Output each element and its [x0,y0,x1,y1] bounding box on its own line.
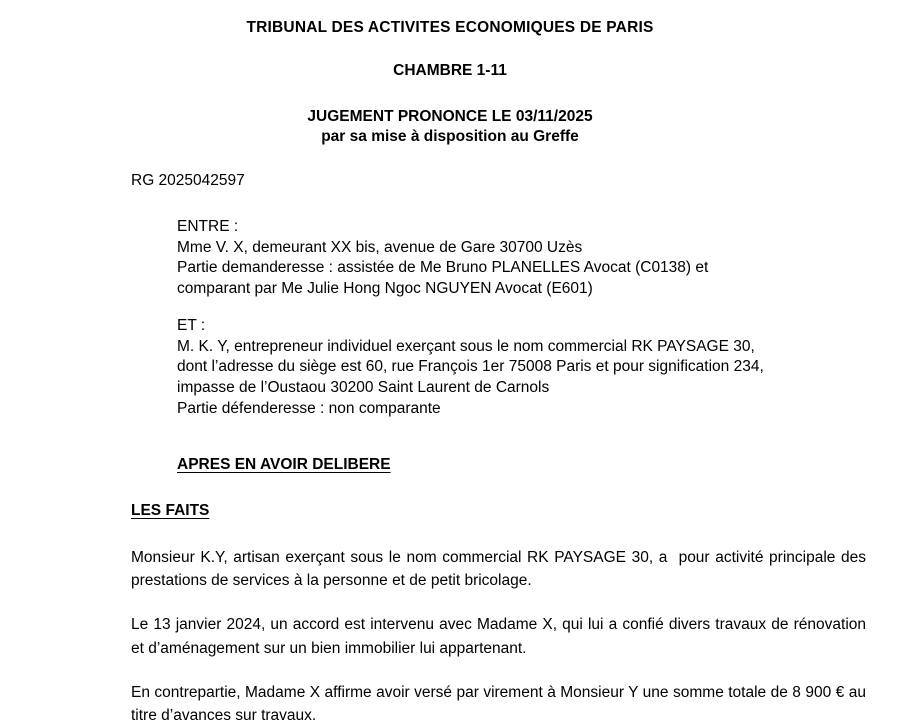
claimant-representation-line-1: Partie demanderesse : assistée de Me Bruno PLANELLES Avocat (C0138) et [177,259,709,277]
parties-block [177,217,866,420]
court-title: TRIBUNAL DES ACTIVITES ECONOMIQUES DE PARIS [246,19,654,36]
judgment-pronounced-line [0,107,900,127]
deliberation-heading: APRES EN AVOIR DELIBERE [177,455,391,473]
case-reference: RG 2025042597 [131,171,245,189]
document-header [0,0,900,148]
defendant-identity-line-1: M. K. Y, entrepreneur individuel exerçant sous le nom commercial RK PAYSAGE 30, [177,337,755,355]
facts-paragraph: Le 13 janvier 2024, un accord est intervenu avec Madame X, qui lui a confié divers travaux de rénovation et d’aménagement sur un bien immobilier lui appartenant. [131,616,866,657]
deliberation-heading-row [177,455,866,475]
claimant-representation-line-2: comparant par Me Julie Hong Ngoc NGUYEN Avocat (E601) [177,280,593,298]
claimant-label: ENTRE : [177,217,239,235]
judgment-announcement [0,107,900,148]
judgment-subline: par sa mise à disposition au Greffe [321,128,579,146]
defendant-group [177,316,866,420]
claimant-group [177,217,866,300]
facts-paragraph: En contrepartie, Madame X affirme avoir versé par virement à Monsieur Y une somme totale de 8 900 € au titre d’avances sur travaux. [131,683,866,725]
parties-spacer [177,300,866,316]
chamber-title: CHAMBRE 1-11 [393,62,507,80]
facts-paragraphs [131,546,871,727]
judgment-pronounced-label: JUGEMENT PRONONCE LE [307,107,512,125]
facts-heading-row [131,501,866,521]
defendant-label: ET : [177,316,206,334]
defendant-status: Partie défenderesse : non comparante [177,399,441,417]
facts-heading: LES FAITS [131,501,210,519]
facts-paragraph: Monsieur K.Y, artisan exerçant sous le nom commercial RK PAYSAGE 30, a pour activité principale des prestations de services à la personne et de petit bricolage. [131,548,871,590]
claimant-identity: Mme V. X, demeurant XX bis, avenue de Gare 30700 Uzès [177,238,583,256]
judgment-date: 03/11/2025 [515,107,593,125]
defendant-identity-line-2: dont l’adresse du siège est 60, rue François 1er 75008 Paris et pour signification 234, [177,358,764,376]
document-body [131,171,871,727]
defendant-identity-line-3: impasse de l’Oustaou 30200 Saint Laurent de Carnols [177,379,550,397]
